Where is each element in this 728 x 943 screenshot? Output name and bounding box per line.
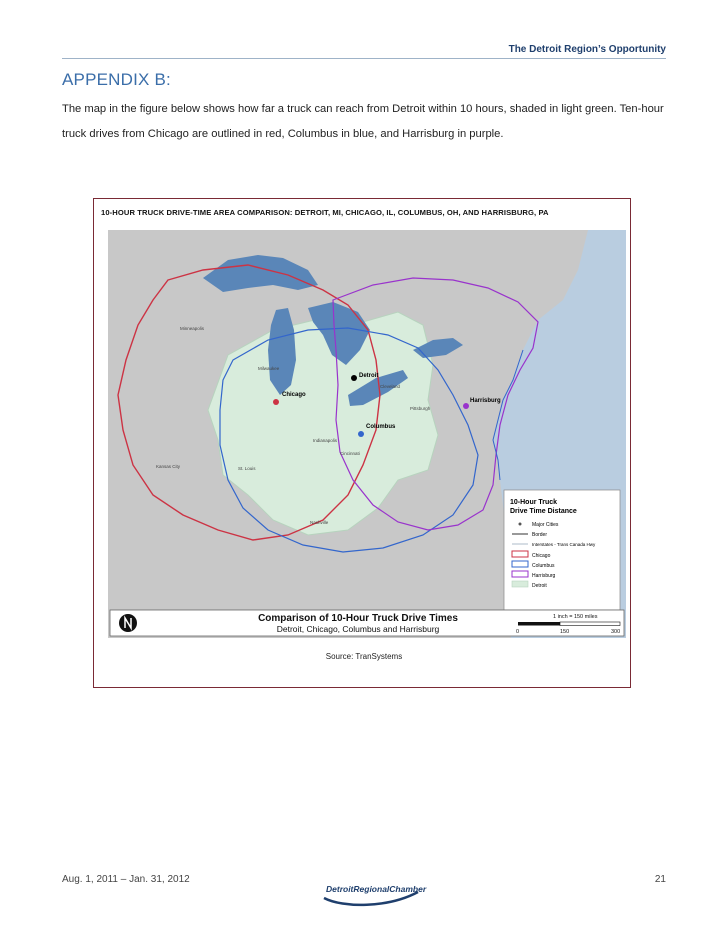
pittsburgh-label: Pittsburgh (410, 406, 431, 411)
columbus-label: Columbus (366, 424, 396, 430)
legend-swatch-cities (519, 523, 522, 526)
legend-title-line2: Drive Time Distance (510, 508, 577, 515)
legend-item-detroit: Detroit (532, 583, 547, 589)
scale-bar-right (560, 622, 620, 626)
chicago-label: Chicago (282, 392, 306, 398)
st-louis-label: St. Louis (238, 466, 256, 471)
cincinnati-label: Cincinnati (340, 451, 360, 456)
legend-item-cities: Major Cities (532, 522, 559, 528)
legend-item-chicago: Chicago (532, 553, 551, 559)
map-legend (504, 490, 620, 610)
harrisburg-marker (463, 403, 469, 409)
scale-tick-300: 300 (611, 629, 621, 635)
chamber-logo (318, 878, 430, 908)
scale-tick-150: 150 (560, 629, 570, 635)
kansas-city-label: Kansas City (156, 464, 181, 469)
legend-item-interstates: Interstates - Trans Canada Hwy (532, 542, 596, 547)
detroit-label: Detroit (359, 373, 379, 379)
scale-label: 1 inch = 150 miles (553, 614, 598, 620)
page-number: 21 (654, 874, 666, 885)
legend-item-columbus: Columbus (532, 563, 555, 569)
detroit-marker (351, 375, 357, 381)
banner-line1: Comparison of 10-Hour Truck Drive Times (258, 613, 458, 624)
running-header: The Detroit Region’s Opportunity (508, 44, 666, 55)
figure-source: Source: TranSystems (325, 652, 403, 661)
figure-title: 10-HOUR TRUCK DRIVE-TIME AREA COMPARISON: DETROIT, MI, CHICAGO, IL, COLUMBUS, OH, AND HARRISBURG, PA (101, 208, 549, 217)
scale-tick-0: 0 (516, 629, 520, 635)
map-banner (110, 610, 624, 636)
indianapolis-label: Indianapolis (313, 438, 338, 443)
logo-text: DetroitRegionalChamber (326, 884, 427, 894)
cleveland-label: Cleveland (380, 384, 401, 389)
banner-line2: Detroit, Chicago, Columbus and Harrisburg (276, 624, 440, 634)
harrisburg-label: Harrisburg (470, 398, 501, 404)
section-heading: APPENDIX B: (62, 70, 171, 89)
legend-swatch-detroit (512, 581, 528, 587)
legend-item-border: Border (532, 532, 548, 538)
milwaukee-label: Milwaukee (258, 366, 280, 371)
header-divider (62, 58, 666, 59)
nashville-label: Nashville (310, 520, 329, 525)
intro-paragraph: The map in the figure below shows how far a truck can reach from Detroit within 10 hours, shaded in light green. Ten-hour truck drives from Chicago are outlined in red, Columbus in blue, and Harrisburg in purple. (62, 103, 664, 140)
footer-date-range: Aug. 1, 2011 – Jan. 31, 2012 (62, 874, 190, 885)
chicago-marker (273, 399, 279, 405)
minneapolis-label: Minneapolis (180, 326, 205, 331)
drive-time-map (108, 230, 626, 638)
scale-bar-left (518, 622, 560, 626)
columbus-marker (358, 431, 364, 437)
legend-item-harrisburg: Harrisburg (532, 573, 556, 579)
legend-title-line1: 10-Hour Truck (510, 499, 558, 506)
